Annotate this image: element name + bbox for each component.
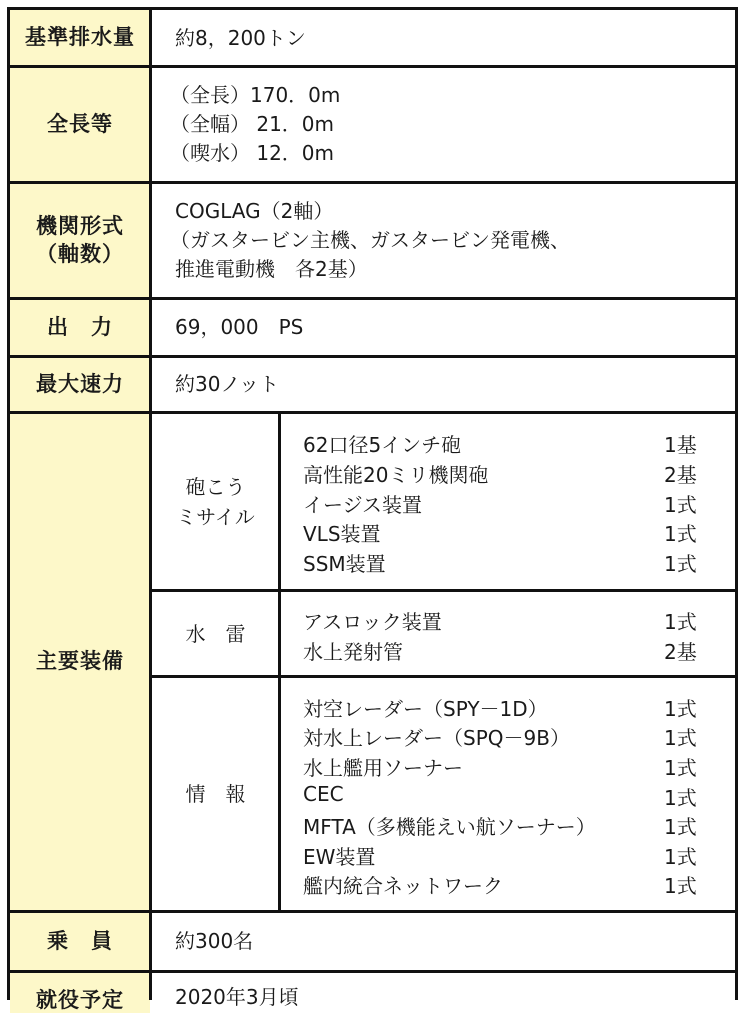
subgroup-divider (150, 589, 738, 592)
list-item-qty: 1式 (664, 845, 697, 869)
list-item-qty: 2基 (664, 463, 697, 487)
header-displacement-label: 基準排水量 (25, 24, 135, 49)
list-item-qty: 1式 (664, 815, 697, 839)
row-divider (8, 910, 738, 913)
list-item: 水上発射管 (303, 640, 403, 664)
list-item-qty: 1基 (664, 433, 697, 457)
list-item: イージス装置 (303, 493, 422, 517)
list-item-qty: 1式 (664, 493, 697, 517)
value-crew: 約300名 (175, 929, 254, 953)
row-divider (8, 297, 738, 300)
row-divider (8, 411, 738, 414)
subgroup-column-divider (278, 411, 281, 913)
list-item-qty: 1式 (664, 522, 697, 546)
header-commission-label: 就役予定 (36, 988, 124, 1012)
value-engine-line-1: COGLAG（2軸） (175, 199, 334, 223)
header-equipment (10, 414, 150, 910)
row-divider (8, 970, 738, 973)
header-engine-line-1: 機関形式 (36, 214, 124, 239)
header-commission (10, 973, 150, 1013)
list-item: 艦内統合ネットワーク (303, 874, 503, 898)
info-label: 情 報 (185, 782, 246, 806)
header-engine-line-2: （軸数） (36, 241, 124, 266)
value-dimensions-length: （全長）170．0m (170, 83, 341, 107)
header-column-divider (149, 7, 152, 1000)
artillery-label-line-2: ミサイル (176, 504, 255, 529)
value-speed: 約30ノット (175, 372, 280, 396)
list-item-qty: 1式 (664, 610, 697, 634)
header-engine (10, 184, 150, 297)
table-border-right (735, 7, 738, 1000)
torpedo-label: 水 雷 (185, 621, 246, 646)
value-displacement: 約8，200トン (175, 26, 306, 50)
value-engine (170, 197, 570, 284)
list-item-qty: 1式 (664, 697, 697, 721)
table-border-top (8, 7, 738, 10)
list-item: VLS装置 (303, 522, 381, 546)
value-engine-line-3: 推進電動機 各2基） (175, 257, 368, 281)
row-divider (8, 181, 738, 184)
list-item: 水上艦用ソーナー (303, 756, 463, 780)
list-item-qty: 1式 (664, 874, 697, 898)
header-equipment-label: 主要装備 (36, 649, 124, 674)
table-border-left (7, 7, 10, 1000)
list-item: CEC (303, 782, 344, 806)
header-dimensions (10, 68, 150, 181)
header-speed-label: 最大速力 (36, 371, 124, 396)
list-item-qty: 1式 (664, 756, 697, 780)
value-commission: 2020年3月頃 (175, 985, 299, 1009)
header-speed (10, 358, 150, 411)
header-displacement (10, 10, 150, 65)
header-output-label: 出 力 (47, 314, 113, 339)
list-item: MFTA（多機能えい航ソーナー） (303, 815, 596, 839)
artillery-label-line-1: 砲こう (185, 474, 246, 499)
value-output: 69，000 PS (175, 315, 304, 339)
list-item: EW装置 (303, 845, 376, 869)
equipment-group-info-label (152, 678, 279, 910)
list-item: 高性能20ミリ機関砲 (303, 463, 489, 487)
list-item: アスロック装置 (303, 610, 442, 634)
subgroup-divider (150, 675, 738, 678)
header-crew-label: 乗 員 (47, 928, 113, 953)
equipment-group-torpedo-label (152, 592, 279, 675)
list-item: 対水上レーダー（SPQ－9B） (303, 726, 570, 750)
row-divider (8, 355, 738, 358)
header-crew (10, 913, 150, 970)
header-dimensions-label: 全長等 (47, 111, 113, 136)
list-item-qty: 2基 (664, 640, 697, 664)
list-item: 対空レーダー（SPY－1D） (303, 697, 548, 721)
header-output (10, 300, 150, 355)
equipment-group-artillery-label (152, 414, 279, 589)
value-dimensions-draft: （喫水） 12．0m (170, 141, 335, 165)
value-dimensions (170, 81, 340, 168)
list-item: SSM装置 (303, 552, 386, 576)
list-item-qty: 1式 (664, 786, 697, 810)
list-item-qty: 1式 (664, 552, 697, 576)
value-engine-line-2: （ガスタービン主機、ガスタービン発電機、 (170, 228, 570, 252)
list-item-qty: 1式 (664, 726, 697, 750)
list-item: 62口径5インチ砲 (303, 433, 462, 457)
row-divider (8, 65, 738, 68)
value-dimensions-width: （全幅） 21．0m (170, 112, 335, 136)
